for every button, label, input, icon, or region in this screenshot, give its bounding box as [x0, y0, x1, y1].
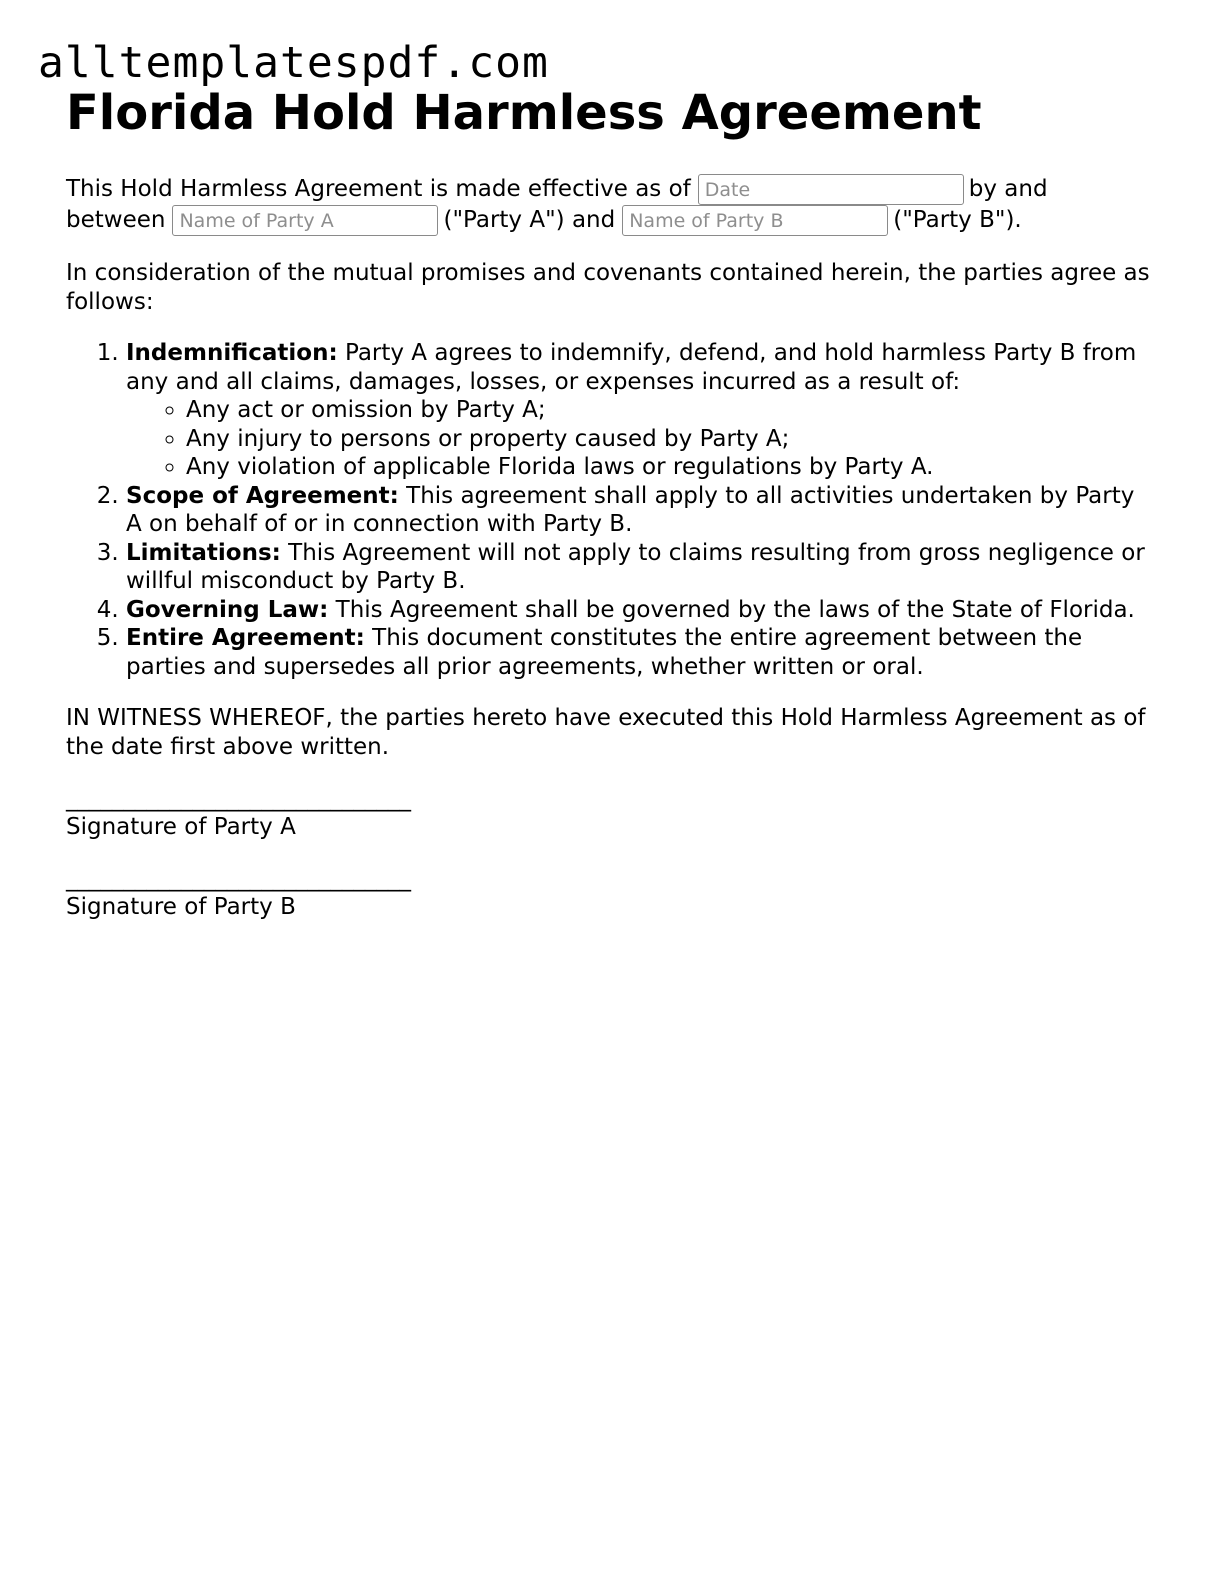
sub-list-item: ◦ Any injury to persons or property caused by Party A;: [186, 425, 1156, 454]
term-heading: Indemnification:: [126, 340, 338, 366]
signature-label: Signature of Party A: [66, 814, 296, 840]
signature-party-b: [66, 865, 1156, 921]
intro-line-2: [66, 205, 1156, 236]
sub-list-item: ◦ Any violation of applicable Florida laws or regulations by Party A.: [186, 453, 1156, 482]
term-text: This agreement shall apply to all activities undertaken by Party A on behalf of or in connection with Party B.: [126, 482, 1135, 537]
term-text: Party A agrees to indemnify, defend, and hold harmless Party B from any and all claims, damages, losses, or expenses incurred as a result of:: [126, 340, 1137, 395]
term-entire-agreement: [126, 624, 1156, 681]
term-limitations: [126, 539, 1156, 596]
party-b-name-field[interactable]: [622, 205, 888, 236]
date-field[interactable]: [698, 174, 964, 205]
term-governing-law: [126, 596, 1156, 625]
document-body: [66, 174, 1156, 921]
signature-label: Signature of Party B: [66, 894, 296, 920]
sub-list-item: ◦ Any act or omission by Party A;: [186, 396, 1156, 425]
intro-text: between: [66, 207, 166, 233]
term-heading: Limitations:: [126, 539, 281, 566]
intro-text: ("Party B").: [893, 207, 1022, 233]
intro-text: This Hold Harmless Agreement is made effective as of: [66, 176, 691, 202]
term-heading: Entire Agreement:: [126, 625, 365, 651]
signature-line: ______________________________: [66, 786, 411, 812]
consideration-paragraph: In consideration of the mutual promises and covenants contained herein, the parties agree as follows:: [66, 260, 1150, 315]
term-text: This Agreement shall be governed by the laws of the State of Florida.: [335, 596, 1135, 623]
term-text: This document constitutes the entire agreement between the parties and supersedes all prior agreements, whether written or oral.: [126, 625, 1083, 680]
term-text: This Agreement will not apply to claims resulting from gross negligence or willful misconduct by Party B.: [126, 539, 1145, 594]
term-indemnification: [126, 339, 1156, 482]
term-scope: [126, 482, 1156, 539]
intro-text: ("Party A") and: [443, 207, 616, 233]
intro-text: by and: [968, 176, 1048, 202]
signature-block: [66, 785, 1156, 921]
intro-line-1: [66, 174, 1156, 205]
terms-list: [66, 339, 1156, 681]
witness-paragraph: IN WITNESS WHEREOF, the parties hereto have executed this Hold Harmless Agreement as of the date first above written.: [66, 705, 1146, 760]
party-a-name-field[interactable]: [172, 205, 438, 236]
signature-party-a: [66, 785, 1156, 841]
indemnification-sub-list: [126, 396, 1156, 482]
term-heading: Governing Law:: [126, 596, 329, 623]
intro-paragraph: [66, 174, 1156, 236]
page-title: Florida Hold Harmless Agreement: [66, 85, 982, 141]
watermark-text: alltemplatespdf.com: [38, 38, 549, 88]
signature-line: ______________________________: [66, 866, 411, 892]
term-heading: Scope of Agreement:: [126, 482, 399, 509]
